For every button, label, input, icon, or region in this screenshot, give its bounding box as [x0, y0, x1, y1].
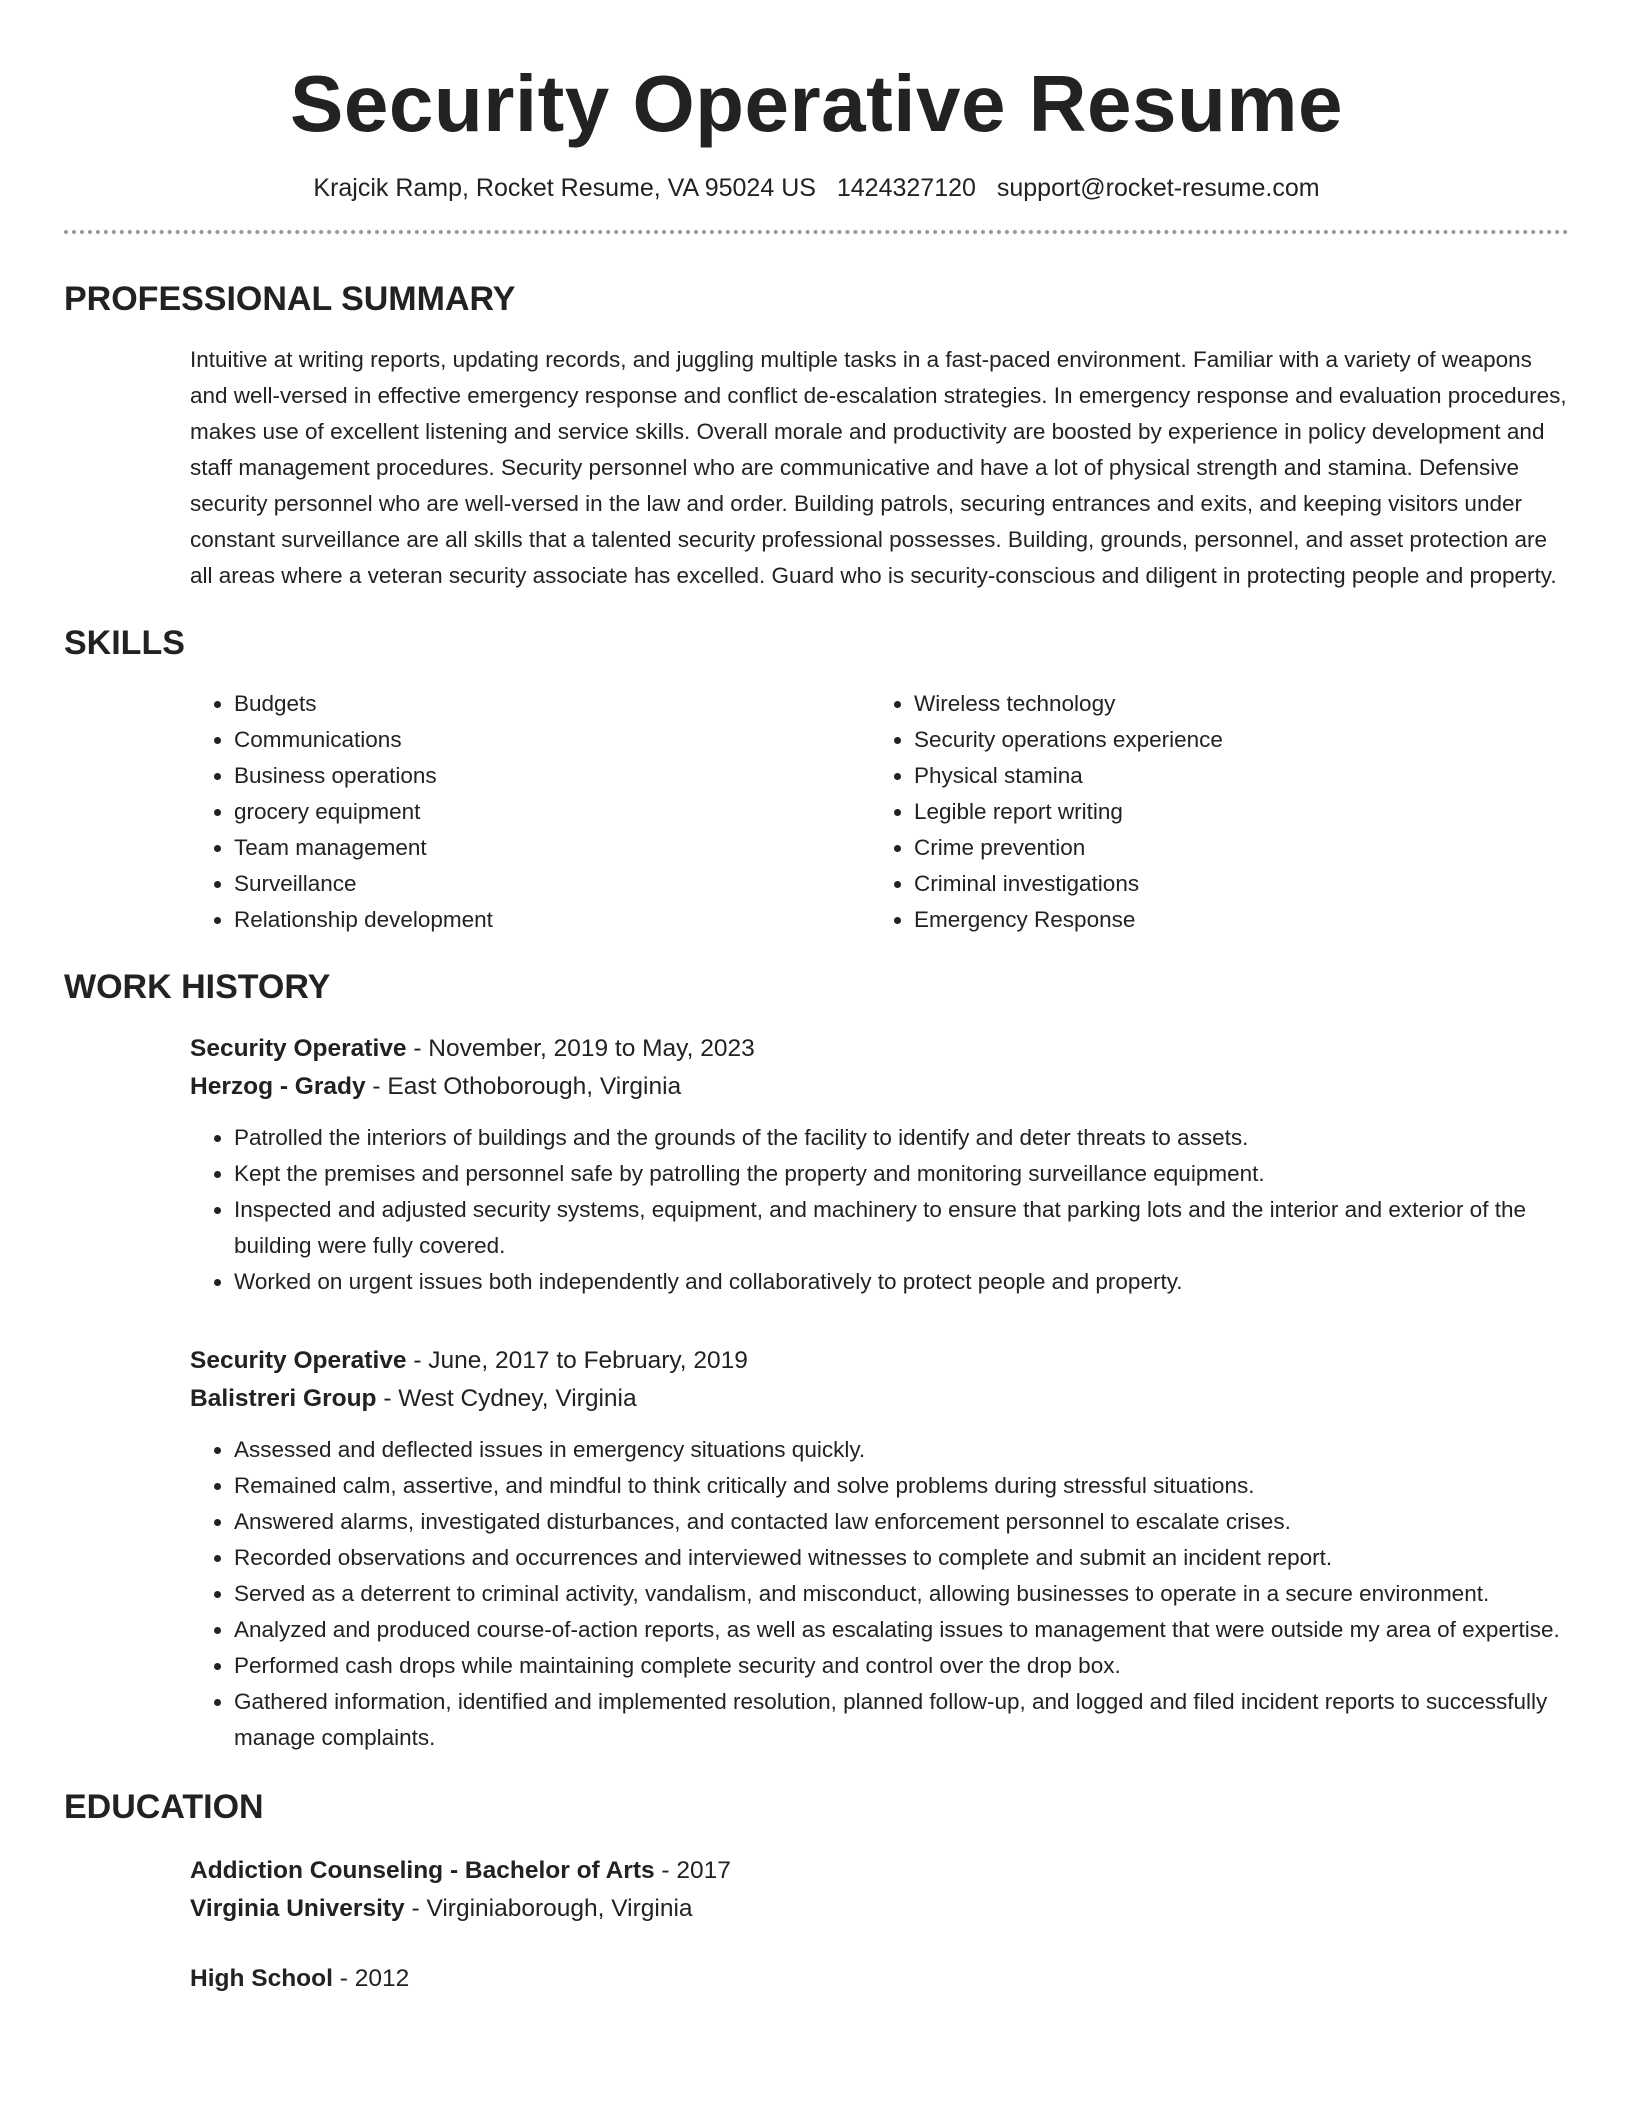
job-bullet: • Served as a deterrent to criminal activity, vandalism, and misconduct, allowing businesses to operate in a secure environment. [234, 1576, 1569, 1612]
resume-page [64, 0, 1569, 1998]
education-degree: High School [190, 1965, 333, 1992]
skill-item: • Business operations [234, 758, 870, 794]
skill-item: • Emergency Response [914, 902, 1550, 938]
skill-item: • Criminal investigations [914, 866, 1550, 902]
job-location: - West Cydney, Virginia [376, 1385, 637, 1412]
contact-phone: 1424327120 [836, 174, 976, 202]
skill-item: • Communications [234, 722, 870, 758]
job-bullet: • Inspected and adjusted security systems, equipment, and machinery to ensure that parking lots and the interior and exterior of the building were fully covered. [234, 1192, 1569, 1264]
job-role: Security Operative [190, 1347, 407, 1374]
section-title-skills: SKILLS [64, 624, 185, 662]
skills-column-left [190, 686, 870, 938]
job-bullet: • Kept the premises and personnel safe by patrolling the property and monitoring surveillance equipment. [234, 1156, 1569, 1192]
job-bullet: • Performed cash drops while maintaining complete security and control over the drop box. [234, 1648, 1569, 1684]
job-bullet: • Recorded observations and occurrences and interviewed witnesses to complete and submit an incident report. [234, 1540, 1569, 1576]
contact-info [64, 172, 1569, 204]
job-dates: - November, 2019 to May, 2023 [406, 1035, 755, 1062]
skill-item: • Team management [234, 830, 870, 866]
skill-item: • Legible report writing [914, 794, 1550, 830]
job-company-line [190, 1068, 1569, 1106]
skill-item: • Relationship development [234, 902, 870, 938]
education-year: - 2012 [332, 1965, 410, 1992]
education-school: Virginia University [190, 1895, 405, 1922]
summary-text: Intuitive at writing reports, updating records, and juggling multiple tasks in a fast-paced environment. Familiar with a variety of weapons and well-versed in effective emergency response and conflict de-escalation strategies. In emergency response and evaluation procedures, makes use of excellent listening and service skills. Overall morale and productivity are boosted by experience in policy development and staff management procedures. Security personnel who are communicative and have a lot of physical strength and stamina. Defensive security personnel who are well-versed in the law and order. Building patrols, securing entrances and exits, and keeping visitors under constant surveillance are all skills that a talented security professional possesses. Building, grounds, personnel, and asset protection are all areas where a veteran security associate has excelled. Guard who is security-conscious and diligent in protecting people and property. [190, 347, 1567, 588]
job-bullets [190, 1120, 1569, 1300]
skill-item: • Crime prevention [914, 830, 1550, 866]
education-degree-line [190, 1852, 1569, 1890]
resume-title: Security Operative Resume [290, 59, 1343, 148]
job-bullet: • Answered alarms, investigated disturbances, and contacted law enforcement personnel to escalate crises. [234, 1504, 1569, 1540]
job-bullet: • Worked on urgent issues both independently and collaboratively to protect people and property. [234, 1264, 1569, 1300]
job-entry [190, 1030, 1569, 1300]
education-entry [190, 1960, 1569, 1998]
skill-item: • Budgets [234, 686, 870, 722]
section-title-summary: PROFESSIONAL SUMMARY [64, 280, 516, 318]
skill-item: • Security operations experience [914, 722, 1550, 758]
skill-item: • grocery equipment [234, 794, 870, 830]
job-dates: - June, 2017 to February, 2019 [406, 1347, 748, 1374]
education-location: - Virginiaborough, Virginia [404, 1895, 693, 1922]
job-company-line [190, 1380, 1569, 1418]
job-role: Security Operative [190, 1035, 407, 1062]
job-company: Herzog - Grady [190, 1073, 366, 1100]
education-entry [190, 1852, 1569, 1928]
education-year: - 2017 [654, 1857, 731, 1884]
skills-column-right [870, 686, 1550, 938]
education-degree: Addiction Counseling - Bachelor of Arts [190, 1857, 655, 1884]
job-bullet: • Patrolled the interiors of buildings and the grounds of the facility to identify and deter threats to assets. [234, 1120, 1569, 1156]
header-divider [64, 230, 1569, 234]
skill-item: • Surveillance [234, 866, 870, 902]
job-bullet: • Remained calm, assertive, and mindful to think critically and solve problems during stressful situations. [234, 1468, 1569, 1504]
job-company: Balistreri Group [190, 1385, 377, 1412]
contact-address: Krajcik Ramp, Rocket Resume, VA 95024 US [313, 174, 816, 202]
job-entry [190, 1342, 1569, 1756]
skill-item: • Wireless technology [914, 686, 1550, 722]
job-title-line [190, 1030, 1569, 1068]
job-location: - East Othoborough, Virginia [365, 1073, 682, 1100]
education-school-line [190, 1890, 1569, 1928]
skills-list [190, 686, 1569, 938]
job-title-line [190, 1342, 1569, 1380]
education-degree-line [190, 1960, 1569, 1998]
section-title-education: EDUCATION [64, 1788, 264, 1826]
job-bullets [190, 1432, 1569, 1756]
section-title-work-history: WORK HISTORY [64, 968, 331, 1006]
contact-email[interactable]: support@rocket-resume.com [996, 174, 1320, 202]
skill-item: • Physical stamina [914, 758, 1550, 794]
job-bullet: • Analyzed and produced course-of-action reports, as well as escalating issues to management that were outside my area of expertise. [234, 1612, 1569, 1648]
job-bullet: • Gathered information, identified and implemented resolution, planned follow-up, and logged and filed incident reports to successfully manage complaints. [234, 1684, 1569, 1756]
job-bullet: • Assessed and deflected issues in emergency situations quickly. [234, 1432, 1569, 1468]
